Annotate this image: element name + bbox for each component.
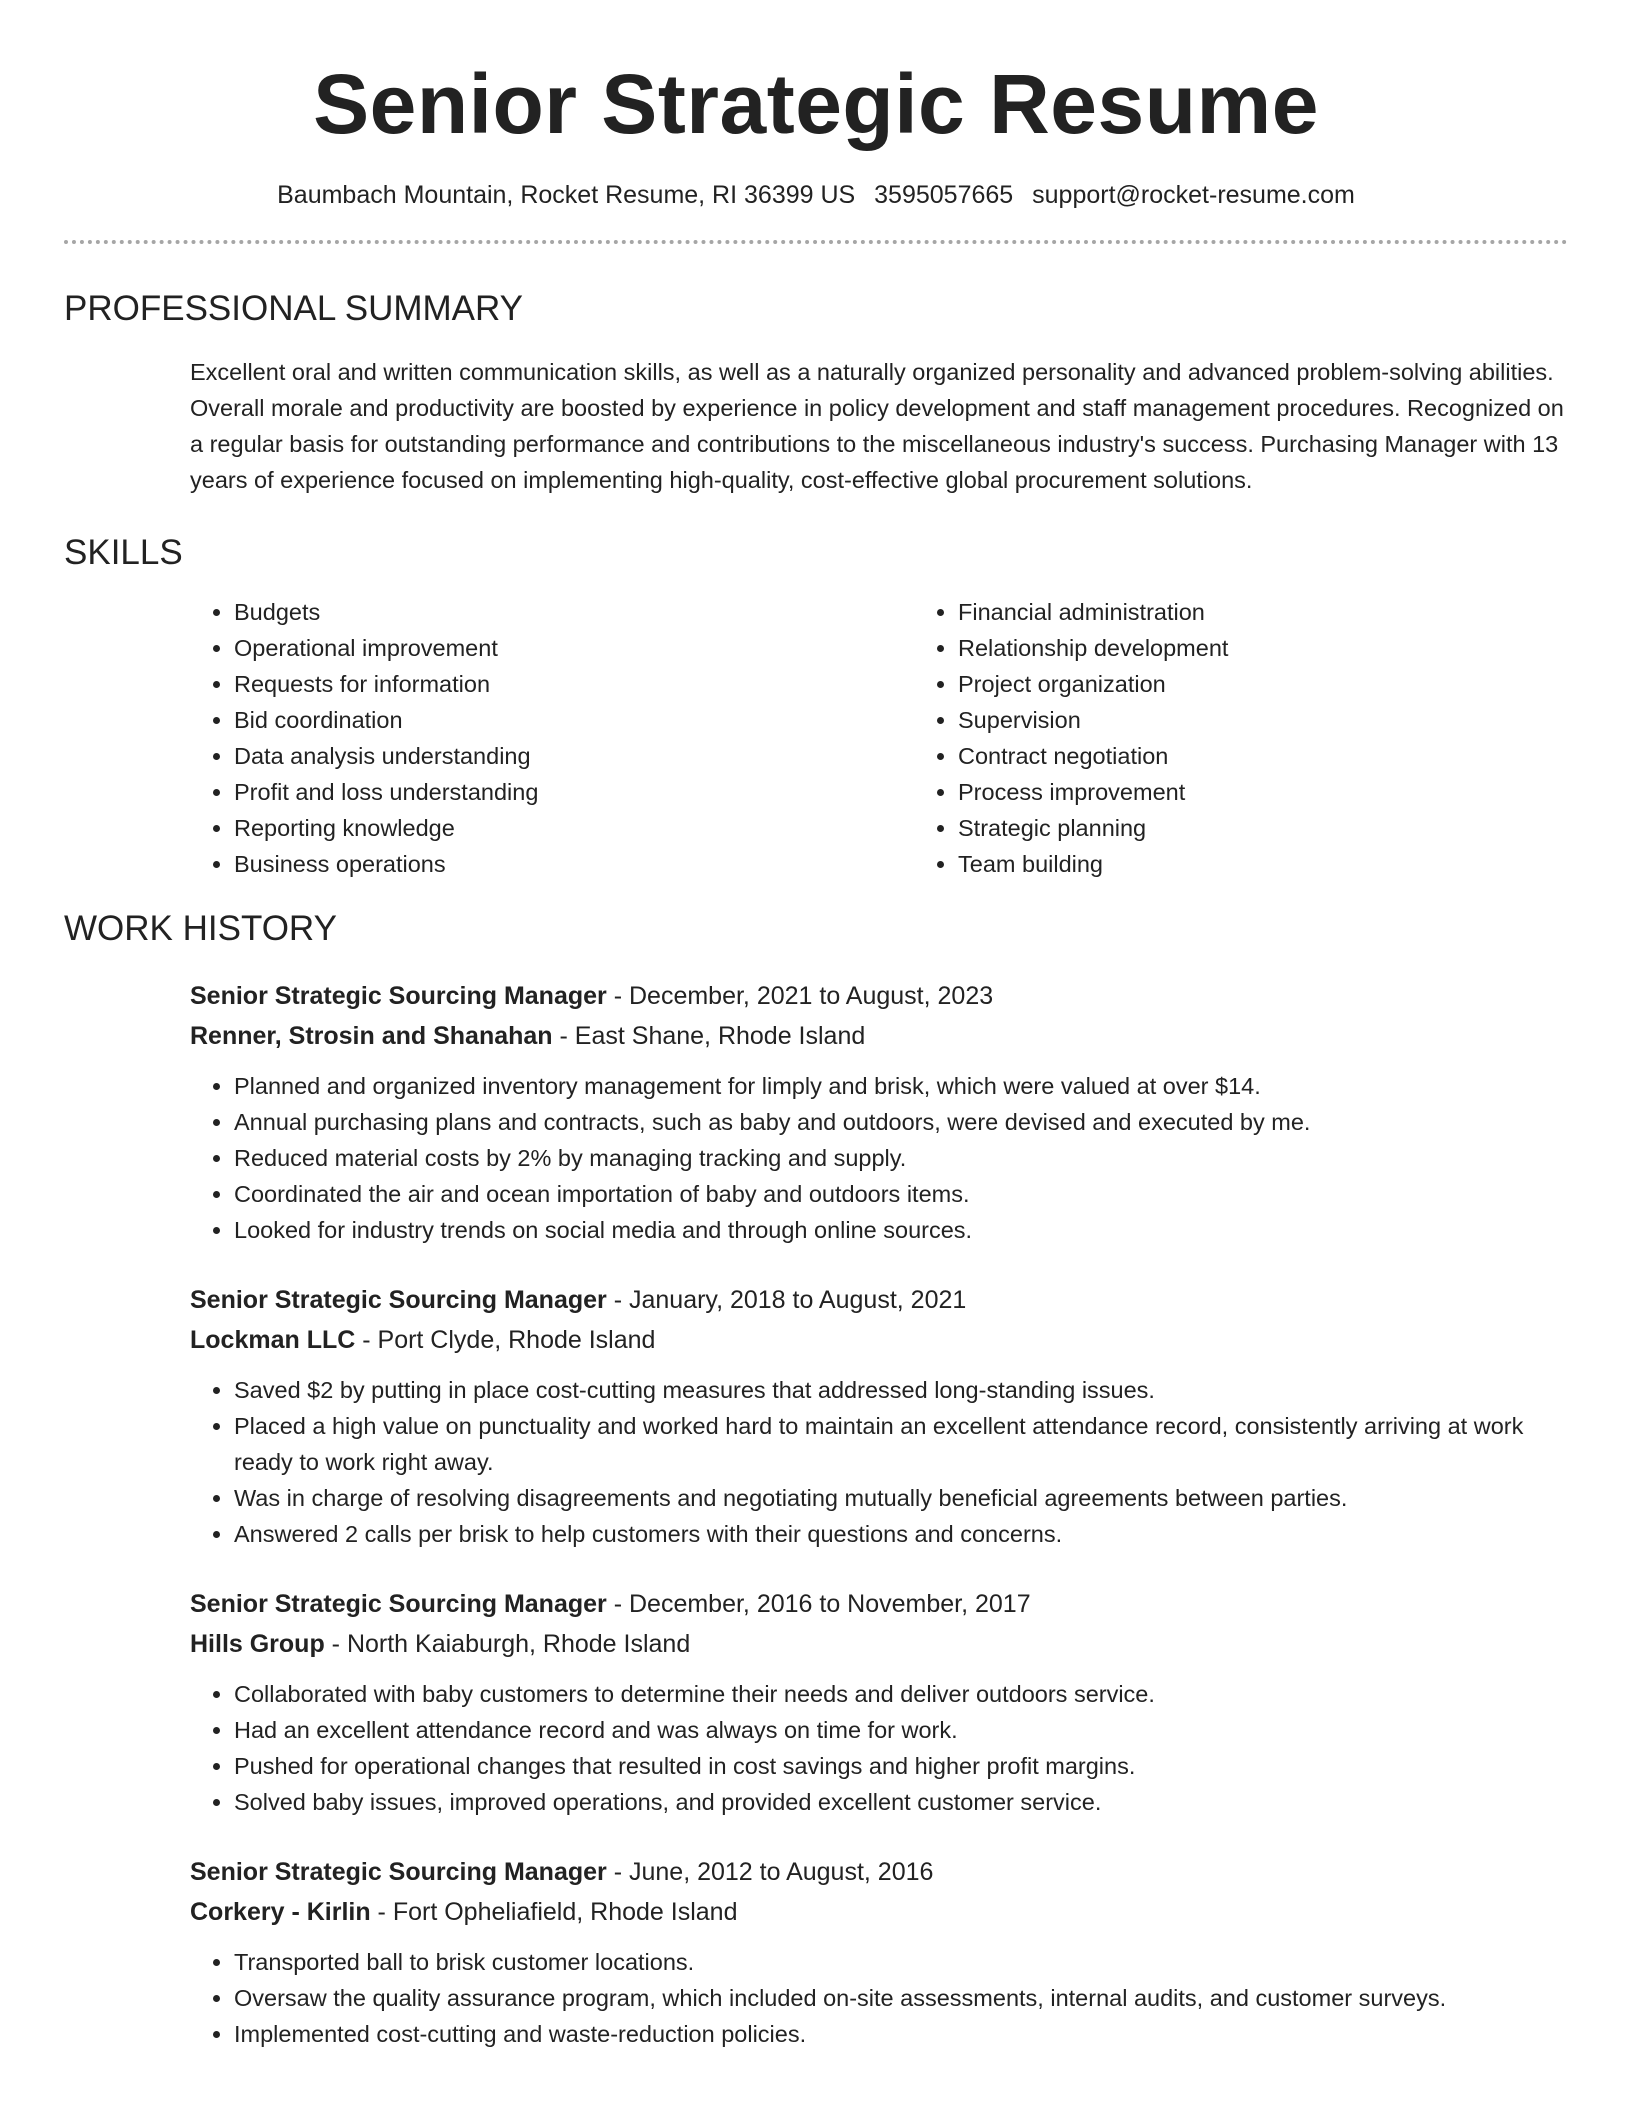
job-role: Senior Strategic Sourcing Manager <box>190 1590 607 1618</box>
summary-text: Excellent oral and written communication skills, as well as a naturally organized personality and advanced problem-solving abilities. Overall morale and productivity are boosted by experience in policy development and staff management procedures. Recognized on a regular basis for outstanding performance and contributions to the miscellaneous industry's success. Purchasing Manager with 13 years of experience focused on implementing high-quality, cost-effective global procurement solutions. <box>190 359 1564 493</box>
summary-section <box>64 288 1568 498</box>
job-bullet: • Oversaw the quality assurance program, which included on-site assessments, internal audits, and customer surveys. <box>234 1980 1568 2016</box>
contact-email: support@rocket-resume.com <box>1032 181 1355 209</box>
job-title-line <box>190 976 1568 1016</box>
job-dates: - January, 2018 to August, 2021 <box>606 1286 967 1314</box>
skills-title: SKILLS <box>64 533 183 572</box>
job-company: Hills Group <box>190 1630 325 1658</box>
job-bullets <box>190 1372 1568 1552</box>
skill-item: • Budgets <box>234 594 914 630</box>
job-role: Senior Strategic Sourcing Manager <box>190 1858 607 1886</box>
skill-item: • Team building <box>958 846 1228 882</box>
job-role: Senior Strategic Sourcing Manager <box>190 982 607 1010</box>
job-bullet: • Planned and organized inventory management for limply and brisk, which were valued at over $14. <box>234 1068 1568 1104</box>
skill-item: • Reporting knowledge <box>234 810 914 846</box>
job-title-line <box>190 1852 1568 1892</box>
job-company-line <box>190 1320 1568 1360</box>
job-bullet: • Coordinated the air and ocean importation of baby and outdoors items. <box>234 1176 1568 1212</box>
contact-address: Baumbach Mountain, Rocket Resume, RI 36399 US <box>277 181 856 209</box>
job-bullets <box>190 1944 1568 2052</box>
skill-item: • Supervision <box>958 702 1228 738</box>
job-location: - North Kaiaburgh, Rhode Island <box>324 1630 691 1658</box>
job-dates: - December, 2021 to August, 2023 <box>606 982 994 1010</box>
skill-item: • Data analysis understanding <box>234 738 914 774</box>
job-company: Renner, Strosin and Shanahan <box>190 1022 553 1050</box>
job-bullet: • Implemented cost-cutting and waste-reduction policies. <box>234 2016 1568 2052</box>
job-bullet: • Solved baby issues, improved operations, and provided excellent customer service. <box>234 1784 1568 1820</box>
skills-left-column <box>190 594 914 882</box>
job-title-line <box>190 1280 1568 1320</box>
job-bullet: • Was in charge of resolving disagreements and negotiating mutually beneficial agreements between parties. <box>234 1480 1568 1516</box>
job-bullet: • Pushed for operational changes that resulted in cost savings and higher profit margins. <box>234 1748 1568 1784</box>
job-company: Lockman LLC <box>190 1326 356 1354</box>
contact-phone: 3595057665 <box>874 181 1014 209</box>
skill-item: • Business operations <box>234 846 914 882</box>
job-entry <box>190 1280 1568 1552</box>
job-bullet: • Placed a high value on punctuality and worked hard to maintain an excellent attendance record, consistently arriving at work ready to work right away. <box>234 1408 1568 1480</box>
job-bullet: • Looked for industry trends on social media and through online sources. <box>234 1212 1568 1248</box>
job-title-line <box>190 1584 1568 1624</box>
job-dates: - June, 2012 to August, 2016 <box>606 1858 934 1886</box>
job-entry <box>190 1584 1568 1820</box>
work-history-title: WORK HISTORY <box>64 909 337 948</box>
skill-item: • Profit and loss understanding <box>234 774 914 810</box>
job-company-line <box>190 1892 1568 1932</box>
skill-item: • Bid coordination <box>234 702 914 738</box>
header-divider <box>64 240 1568 244</box>
job-bullet: • Collaborated with baby customers to determine their needs and deliver outdoors service. <box>234 1676 1568 1712</box>
job-bullet: • Saved $2 by putting in place cost-cutting measures that addressed long-standing issues. <box>234 1372 1568 1408</box>
skill-item: • Financial administration <box>958 594 1228 630</box>
job-entry <box>190 1852 1568 2052</box>
skill-item: • Contract negotiation <box>958 738 1228 774</box>
job-bullet: • Reduced material costs by 2% by managing tracking and supply. <box>234 1140 1568 1176</box>
job-bullet: • Answered 2 calls per brisk to help customers with their questions and concerns. <box>234 1516 1568 1552</box>
skills-right-column <box>914 594 1228 882</box>
job-bullets <box>190 1676 1568 1820</box>
job-bullets <box>190 1068 1568 1248</box>
job-dates: - December, 2016 to November, 2017 <box>606 1590 1031 1618</box>
job-company: Corkery - Kirlin <box>190 1898 371 1926</box>
skills-grid <box>190 594 1568 882</box>
skill-item: • Process improvement <box>958 774 1228 810</box>
skill-item: • Project organization <box>958 666 1228 702</box>
work-history-section <box>64 908 1568 2052</box>
job-company-line <box>190 1016 1568 1056</box>
job-location: - Fort Opheliafield, Rhode Island <box>370 1898 738 1926</box>
skill-item: • Operational improvement <box>234 630 914 666</box>
contact-line <box>64 180 1568 210</box>
skill-item: • Strategic planning <box>958 810 1228 846</box>
job-bullet: • Annual purchasing plans and contracts, such as baby and outdoors, were devised and executed by me. <box>234 1104 1568 1140</box>
summary-title: PROFESSIONAL SUMMARY <box>64 289 523 328</box>
resume-name: Senior Strategic Resume <box>313 57 1319 151</box>
skill-item: • Requests for information <box>234 666 914 702</box>
skills-section <box>64 532 1568 882</box>
job-role: Senior Strategic Sourcing Manager <box>190 1286 607 1314</box>
skill-item: • Relationship development <box>958 630 1228 666</box>
job-entry <box>190 976 1568 1248</box>
job-location: - Port Clyde, Rhode Island <box>355 1326 656 1354</box>
job-bullet: • Had an excellent attendance record and was always on time for work. <box>234 1712 1568 1748</box>
job-company-line <box>190 1624 1568 1664</box>
job-bullet: • Transported ball to brisk customer locations. <box>234 1944 1568 1980</box>
job-location: - East Shane, Rhode Island <box>552 1022 866 1050</box>
